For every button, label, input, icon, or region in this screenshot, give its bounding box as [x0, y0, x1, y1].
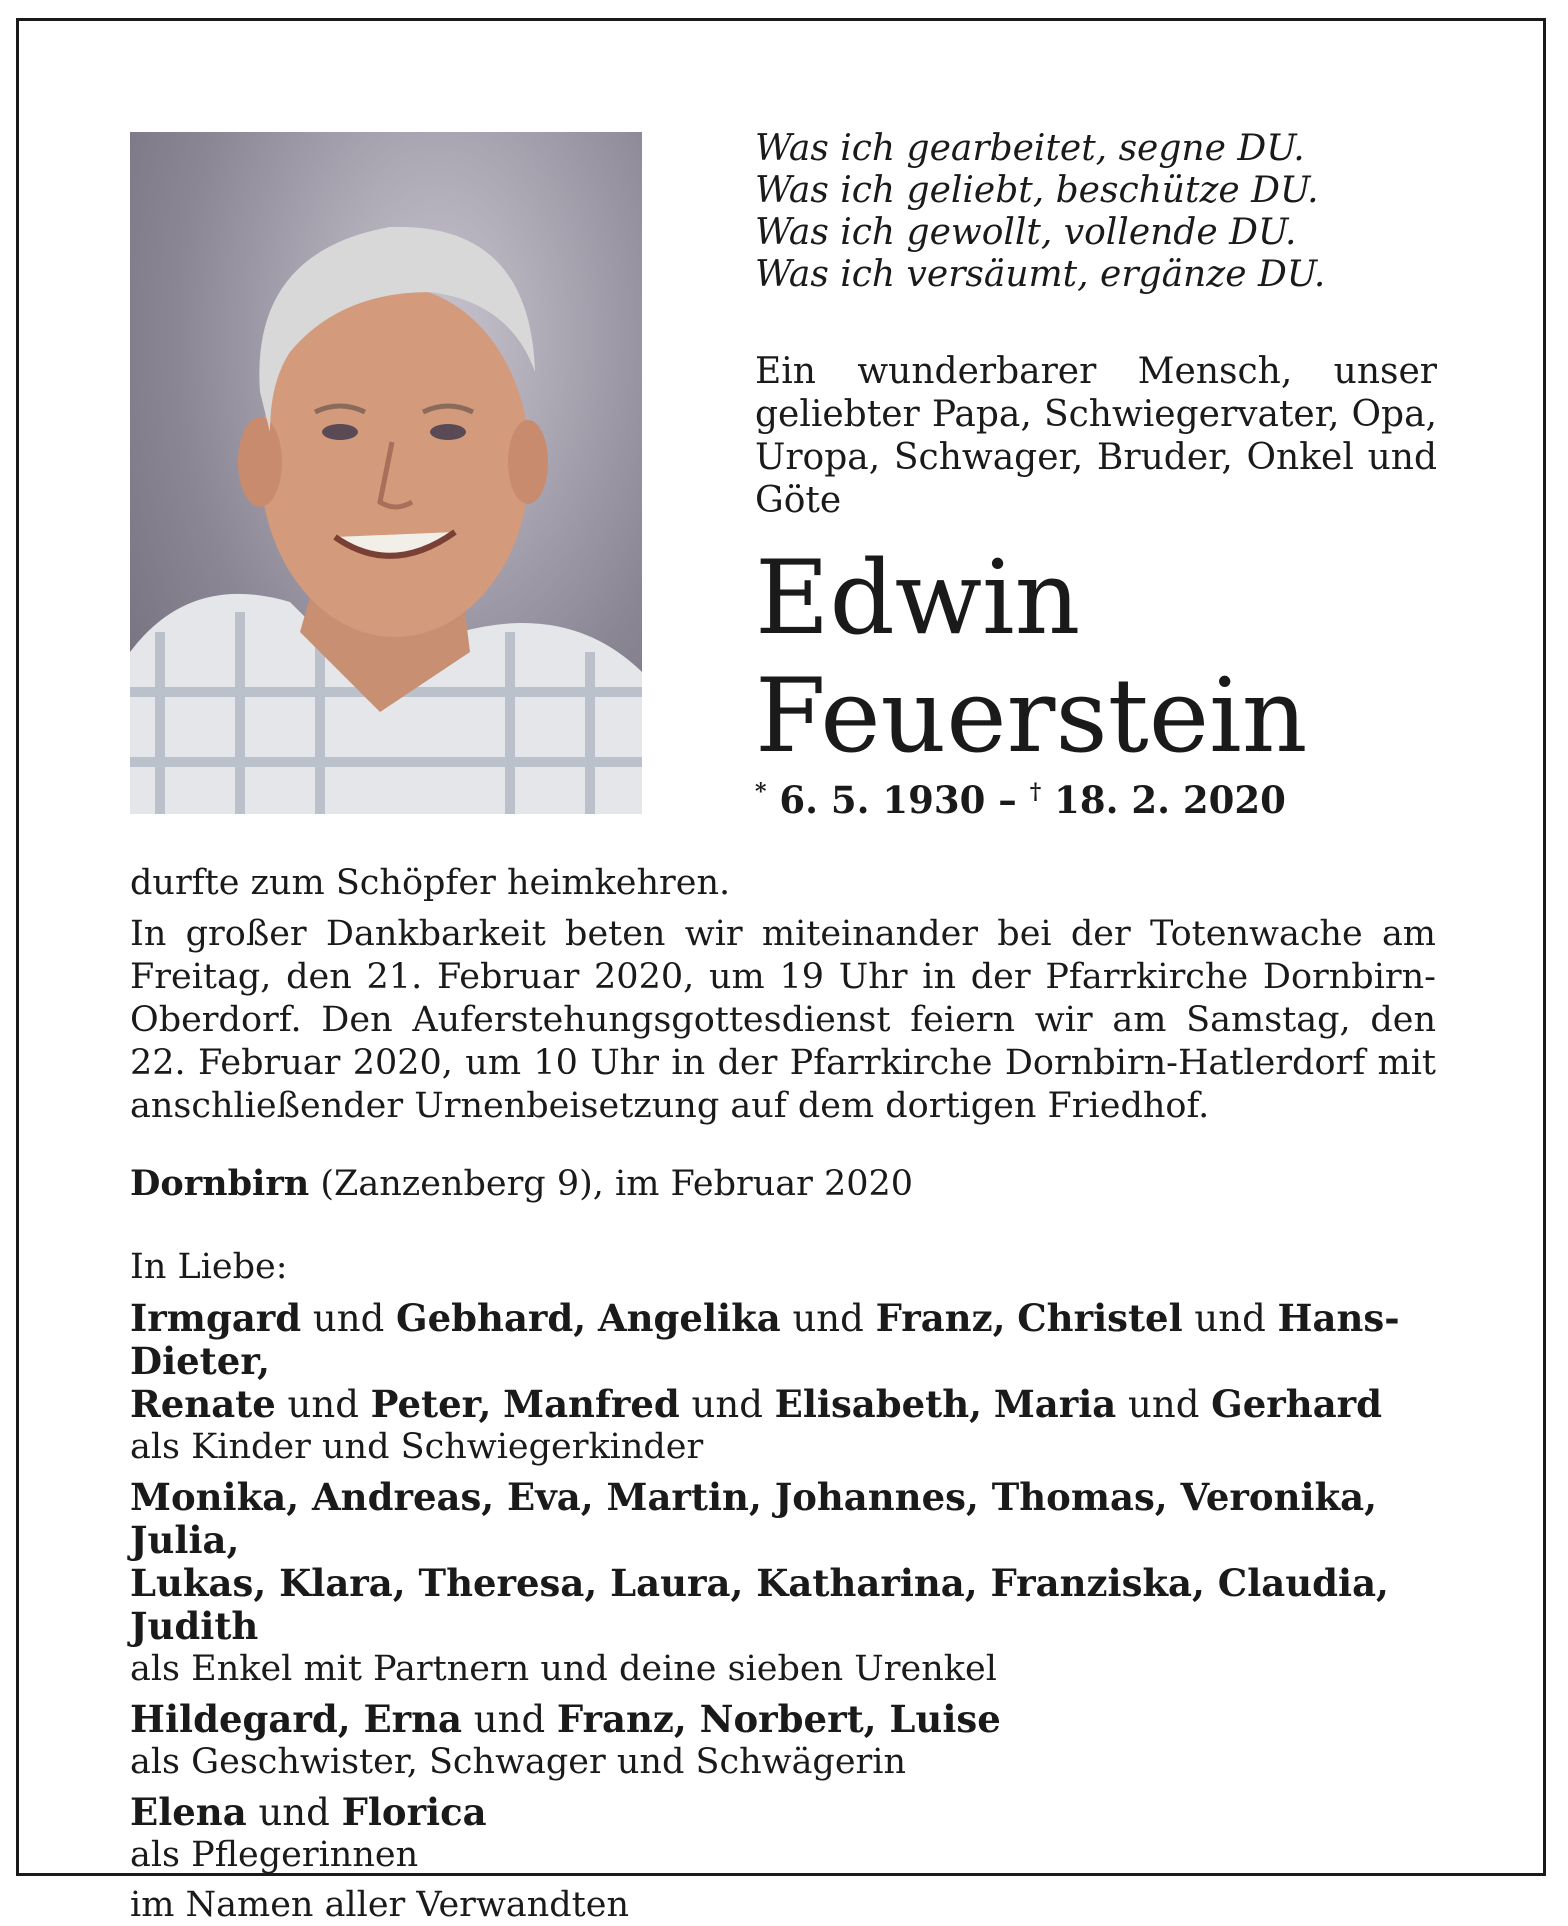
family-name: Irmgard: [130, 1296, 302, 1340]
poem-line: Was ich gearbeitet, segne DU.: [755, 128, 1305, 169]
siblings-names: Hildegard, Erna: [130, 1697, 463, 1741]
family-name: Gebhard,: [396, 1296, 587, 1340]
connector: [1005, 1297, 1017, 1340]
grandchildren-names: Monika, Andreas, Eva, Martin, Johannes, Thomas, Veronika, Julia,: [130, 1475, 1378, 1562]
family-name: Gerhard: [1211, 1382, 1383, 1426]
connector: und: [275, 1383, 371, 1426]
children-names-line-1: [130, 1297, 1436, 1383]
siblings-line: [130, 1698, 1436, 1741]
connector: [491, 1383, 503, 1426]
connector: und: [301, 1297, 397, 1340]
poem-line: Was ich geliebt, beschütze DU.: [755, 170, 1319, 211]
connector: und: [1116, 1383, 1212, 1426]
intro-text: Ein wunderbarer Mensch, unser geliebter Papa, Schwiegervater, Opa, Uropa, Schwager, Bruder, Onkel und Göte: [755, 351, 1437, 521]
first-name: Edwin: [755, 539, 1081, 658]
family-name: Maria: [993, 1382, 1117, 1426]
birth-date: 6. 5. 1930: [779, 778, 986, 822]
connector: und: [462, 1698, 557, 1741]
connector: und: [679, 1383, 775, 1426]
portrait-photo: [130, 132, 642, 814]
siblings-names: Franz, Norbert, Luise: [556, 1697, 1001, 1741]
carers-role: als Pflegerinnen: [130, 1835, 419, 1875]
poem-verse: [755, 128, 1455, 296]
heimkehren-line: durfte zum Schöpfer heimkehren.: [130, 863, 731, 903]
death-mark: †: [1029, 779, 1042, 805]
family-name: Peter,: [370, 1382, 492, 1426]
carer-name: Florica: [341, 1790, 487, 1834]
poem-line: Was ich versäumt, ergänze DU.: [755, 254, 1326, 295]
grandchildren-line-2: [130, 1562, 1436, 1648]
family-name: Christel: [1017, 1296, 1183, 1340]
grandchildren-names: Lukas, Klara, Theresa, Laura, Katharina, Franziska, Claudia, Judith: [130, 1561, 1389, 1648]
children-role: als Kinder und Schwiegerkinder: [130, 1427, 704, 1467]
connector: und: [246, 1791, 342, 1834]
carers-line: [130, 1791, 1436, 1834]
closing-line: im Namen aller Verwandten: [130, 1885, 629, 1925]
birth-mark: *: [755, 779, 767, 805]
obituary-body: [130, 862, 1436, 1926]
death-date: 18. 2. 2020: [1054, 778, 1286, 822]
carer-name: Elena: [130, 1790, 247, 1834]
connector: [586, 1297, 598, 1340]
in-liebe-heading: In Liebe:: [130, 1247, 288, 1287]
place-date-line: [130, 1162, 1436, 1206]
family-name: Angelika: [597, 1296, 781, 1340]
children-names-line-2: [130, 1383, 1436, 1426]
last-name: Feuerstein: [755, 657, 1308, 776]
date-separator: –: [998, 778, 1017, 822]
family-name: Renate: [130, 1382, 276, 1426]
grandchildren-line-1: [130, 1476, 1436, 1562]
service-paragraph: In großer Dankbarkeit beten wir miteinander bei der Totenwache am Freitag, den 21. Februar 2020, um 19 Uhr in der Pfarrkirche Dornbirn-Oberdorf. Den Auferstehungsgottesdienst feiern wir am Samstag, den 22. Februar 2020, um 10 Uhr in der Pfarrkirche Dornbirn-Hatlerdorf mit anschließender Urnenbeisetzung auf dem dortigen Friedhof.: [130, 914, 1436, 1126]
family-name: Elisabeth,: [774, 1382, 983, 1426]
connector: und: [780, 1297, 876, 1340]
deceased-name: [755, 540, 1455, 776]
poem-line: Was ich gewollt, vollende DU.: [755, 212, 1297, 253]
connector: [982, 1383, 994, 1426]
siblings-role: als Geschwister, Schwager und Schwägerin: [130, 1742, 907, 1782]
family-name: Manfred: [503, 1382, 680, 1426]
family-name: Hans-Dieter,: [130, 1296, 1400, 1383]
place-name: Dornbirn: [130, 1163, 310, 1204]
life-dates: [755, 778, 1286, 822]
connector: und: [1182, 1297, 1278, 1340]
family-name: Franz,: [875, 1296, 1006, 1340]
place-detail: (Zanzenberg 9), im Februar 2020: [309, 1164, 914, 1204]
grandchildren-role: als Enkel mit Partnern und deine sieben Urenkel: [130, 1649, 997, 1689]
